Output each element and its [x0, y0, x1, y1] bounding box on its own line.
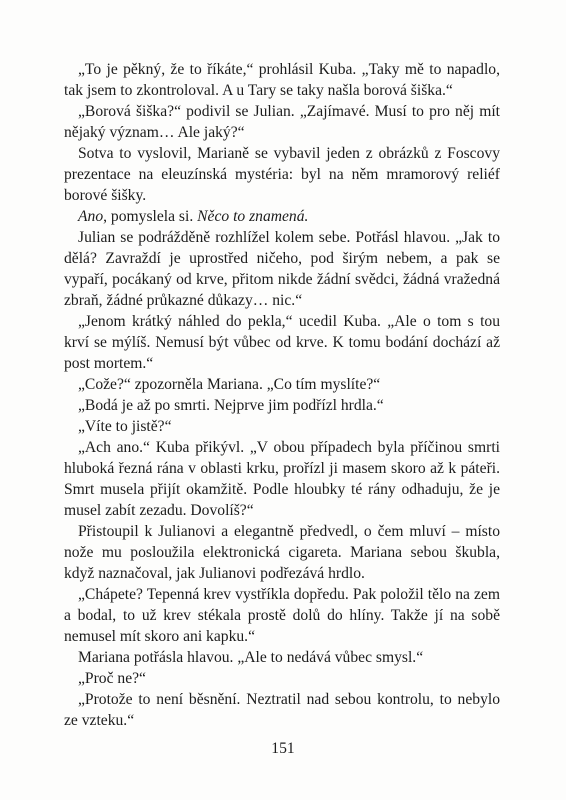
paragraph: „To je pěkný, že to říkáte,“ prohlásil Kuba. „Taky mě to napadlo, tak jsem to zkontroloval. A u Tary se taky našla borová šiška.“: [64, 61, 500, 99]
body-text: [64, 59, 500, 731]
page-number: 151: [271, 740, 295, 757]
paragraph: „Proč ne?“: [78, 670, 146, 687]
paragraph: „Borová šiška?“ podivil se Julian. „Zajímavé. Musí to pro něj mít nějaký význam… Ale jaký?“: [64, 103, 500, 141]
paragraph: „Ach ano.“ Kuba přikývl. „V obou případech byla příčinou smrti hluboká řezná rána v oblasti krku, prořízl ji masem skoro až k páteři. Smrt musela přijít okamžitě. Podle hloubky té rány odhaduju, že je musel zabít zezadu. Dovolíš?“: [64, 439, 500, 519]
paragraph: „Bodá je až po smrti. Nejprve jim podřízl hrdla.“: [78, 397, 384, 414]
plain-text: , pomyslela si.: [103, 208, 198, 225]
paragraph: „Cože?“ zpozorněla Mariana. „Co tím myslíte?“: [78, 376, 381, 393]
paragraph-italic-thought: [64, 206, 500, 227]
paragraph: Přistoupil k Julianovi a elegantně předvedl, o čem mluví – místo nože mu posloužila elektronická cigareta. Mariana sebou škubla, když naznačoval, jak Julianovi podřezává hrdlo.: [64, 523, 500, 582]
italic-text: Něco to znamená.: [197, 208, 309, 225]
paragraph: Mariana potřásla hlavou. „Ale to nedává vůbec smysl.“: [78, 649, 424, 666]
paragraph: „Jenom krátký náhled do pekla,“ ucedil Kuba. „Ale o tom s tou krví se mýlíš. Nemusí být vůbec od krve. K tomu bodání dochází až post mortem.“: [64, 313, 500, 372]
paragraph: Sotva to vyslovil, Marianě se vybavil jeden z obrázků z Foscovy prezentace na eleuzínská mystéria: byl na něm mramorový reliéf borové šišky.: [64, 145, 500, 204]
paragraph: Julian se podrážděně rozhlížel kolem sebe. Potřásl hlavou. „Jak to dělá? Zavraždí je uprostřed ničeho, pod širým nebem, a pak se vypaří, pocákaný od krve, přitom nikde žádní svědci, žádná vražedná zbraň, žádné průkazné důkazy… nic.“: [64, 229, 500, 309]
paragraph: „Chápete? Tepenná krev vystříkla dopředu. Pak položil tělo na zem a bodal, to už krev stékala prostě dolů do hlíny. Takže jí na sobě nemusel mít skoro ani kapku.“: [64, 586, 500, 645]
paragraph: „Víte to jistě?“: [78, 418, 172, 435]
paragraph: „Protože to není běsnění. Neztratil nad sebou kontrolu, to nebylo ze vzteku.“: [64, 691, 500, 729]
italic-text: Ano: [78, 208, 104, 225]
